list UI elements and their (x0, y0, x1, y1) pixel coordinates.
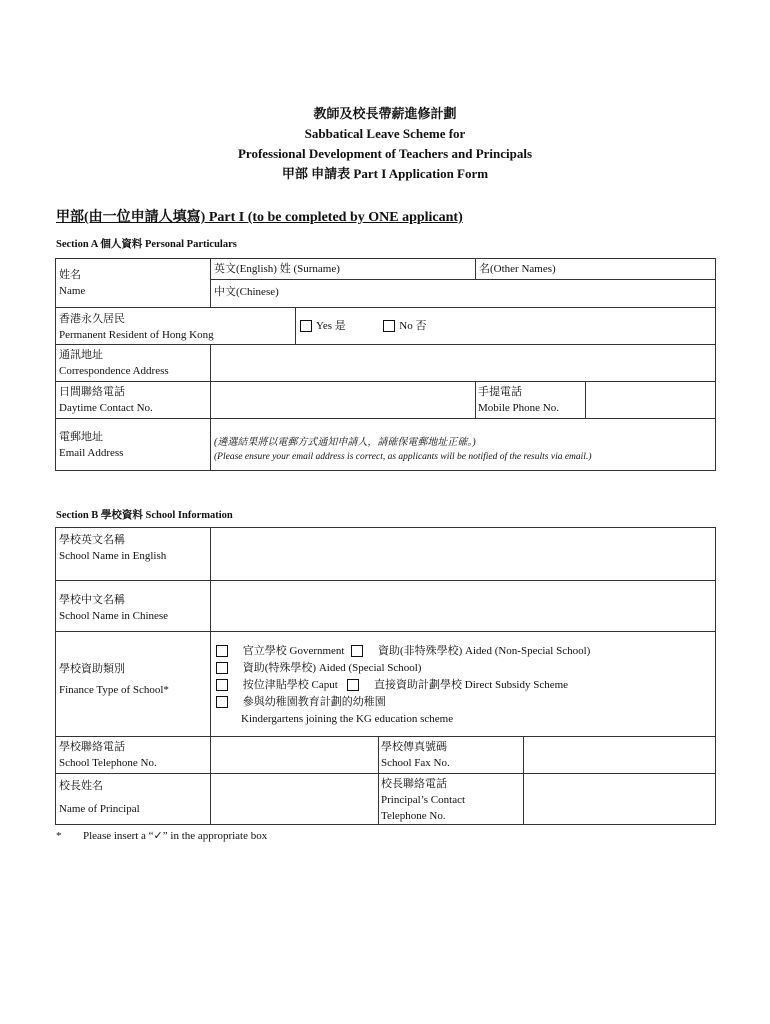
mobile-phone-field[interactable] (586, 382, 716, 419)
kindergarten-label-zh: 參與幼稚園教育計劃的幼稚園 (242, 696, 386, 708)
form-title-line4: 甲部 申請表 Part I Application Form (281, 166, 489, 181)
principal-contact-label-zh: 校長聯絡電話 (381, 778, 447, 790)
government-checkbox[interactable] (216, 645, 228, 657)
yes-checkbox[interactable] (300, 320, 312, 332)
email-note-zh: (遴選結果將以電郵方式通知申請人，請確保電郵地址正確。) (214, 437, 476, 448)
permanent-resident-label-cell (56, 308, 296, 345)
part-heading: 甲部(由一位申請人填寫) Part I (to be completed by ONE applicant) (56, 210, 463, 225)
school-name-zh-label-cell (56, 581, 211, 632)
school-name-en-label-zh: 學校英文名稱 (59, 534, 125, 546)
daytime-contact-field[interactable] (211, 382, 476, 419)
other-names-label: 名(Other Names) (479, 263, 556, 275)
address-label-zh: 通訊地址 (59, 349, 103, 361)
kindergarten-label-en: Kindergartens joining the KG education scheme (241, 713, 454, 725)
no-checkbox[interactable] (383, 320, 395, 332)
english-surname-label: 英文(English) 姓 (Surname) (214, 263, 340, 275)
personal-particulars-table (55, 258, 716, 471)
principal-name-field[interactable] (211, 774, 379, 825)
finance-type-options (211, 632, 716, 737)
email-note-en: (Please ensure your email address is correct, as applicants will be notified of the results via email.) (214, 452, 592, 462)
school-tel-label-zh: 學校聯絡電話 (59, 741, 125, 753)
school-tel-label-cell (56, 737, 211, 774)
daytime-contact-label-cell (56, 382, 211, 419)
finance-type-label-cell (56, 632, 211, 737)
school-name-en-label-en: School Name in English (59, 550, 167, 562)
yes-label: Yes 是 (316, 320, 346, 332)
name-label-cell (56, 259, 211, 308)
mobile-label-zh: 手提電話 (478, 386, 522, 398)
mobile-label-cell (476, 382, 586, 419)
section-b-title: Section B 學校資料 School Information (56, 510, 233, 521)
daytime-label-zh: 日間聯絡電話 (59, 386, 125, 398)
school-information-table (55, 527, 716, 825)
finance-type-label-zh: 學校資助類別 (59, 663, 125, 675)
school-name-en-label-cell (56, 528, 211, 581)
school-fax-label-en: School Fax No. (381, 757, 450, 769)
name-label-zh: 姓名 (59, 269, 81, 281)
finance-type-label-en: Finance Type of School* (59, 684, 169, 696)
email-label-zh: 電郵地址 (59, 431, 103, 443)
school-fax-label-zh: 學校傳真號碼 (381, 741, 447, 753)
email-field[interactable] (211, 419, 716, 471)
school-name-zh-label-en: School Name in Chinese (59, 610, 169, 622)
pr-label-zh: 香港永久居民 (59, 313, 125, 325)
dss-label: 直接資助計劃學校 Direct Subsidy Scheme (374, 679, 569, 691)
principal-name-label-cell (56, 774, 211, 825)
government-label: 官立學校 Government (242, 645, 345, 657)
name-label-en: Name (59, 285, 86, 297)
aided-special-label: 資助(特殊學校) Aided (Special School) (242, 662, 422, 674)
email-label-cell (56, 419, 211, 471)
permanent-resident-options (296, 308, 716, 345)
section-a-title: Section A 個人資料 Personal Particulars (56, 239, 237, 250)
school-telephone-field[interactable] (211, 737, 379, 774)
aided-non-special-checkbox[interactable] (351, 645, 363, 657)
other-names-field[interactable] (476, 259, 716, 280)
chinese-name-label: 中文(Chinese) (214, 286, 279, 298)
footnote-text: Please insert a “✓” in the appropriate box (83, 830, 268, 842)
form-title-line3: Professional Development of Teachers and Principals (237, 146, 533, 161)
principal-name-label-zh: 校長姓名 (59, 780, 103, 792)
school-name-zh-label-zh: 學校中文名稱 (59, 594, 125, 606)
school-name-english-field[interactable] (211, 528, 716, 581)
caput-checkbox[interactable] (216, 679, 228, 691)
principal-name-label-en: Name of Principal (59, 803, 140, 815)
kindergarten-checkbox[interactable] (216, 696, 228, 708)
school-fax-label-cell (379, 737, 524, 774)
form-title-line2: Sabbatical Leave Scheme for (304, 126, 466, 141)
address-label-cell (56, 345, 211, 382)
principal-contact-label-en1: Principal’s Contact (381, 794, 466, 806)
email-label-en: Email Address (59, 447, 124, 459)
pr-label-en: Permanent Resident of Hong Kong (59, 329, 214, 341)
school-fax-field[interactable] (524, 737, 716, 774)
caput-label: 按位津貼學校 Caput (242, 679, 338, 691)
school-tel-label-en: School Telephone No. (59, 757, 157, 769)
daytime-label-en: Daytime Contact No. (59, 402, 153, 414)
chinese-name-field[interactable] (211, 280, 716, 308)
footnote-star: * (56, 830, 62, 842)
school-name-chinese-field[interactable] (211, 581, 716, 632)
principal-contact-label-cell (379, 774, 524, 825)
principal-contact-label-en2: Telephone No. (381, 810, 446, 822)
correspondence-address-field[interactable] (211, 345, 716, 382)
mobile-label-en: Mobile Phone No. (478, 402, 559, 414)
no-label: No 否 (399, 320, 427, 332)
english-surname-field[interactable] (211, 259, 476, 280)
aided-non-special-label: 資助(非特殊學校) Aided (Non-Special School) (377, 645, 591, 657)
dss-checkbox[interactable] (347, 679, 359, 691)
aided-special-checkbox[interactable] (216, 662, 228, 674)
address-label-en: Correspondence Address (59, 365, 169, 377)
principal-contact-field[interactable] (524, 774, 716, 825)
form-title-chinese: 教師及校長帶薪進修計劃 (313, 106, 457, 121)
